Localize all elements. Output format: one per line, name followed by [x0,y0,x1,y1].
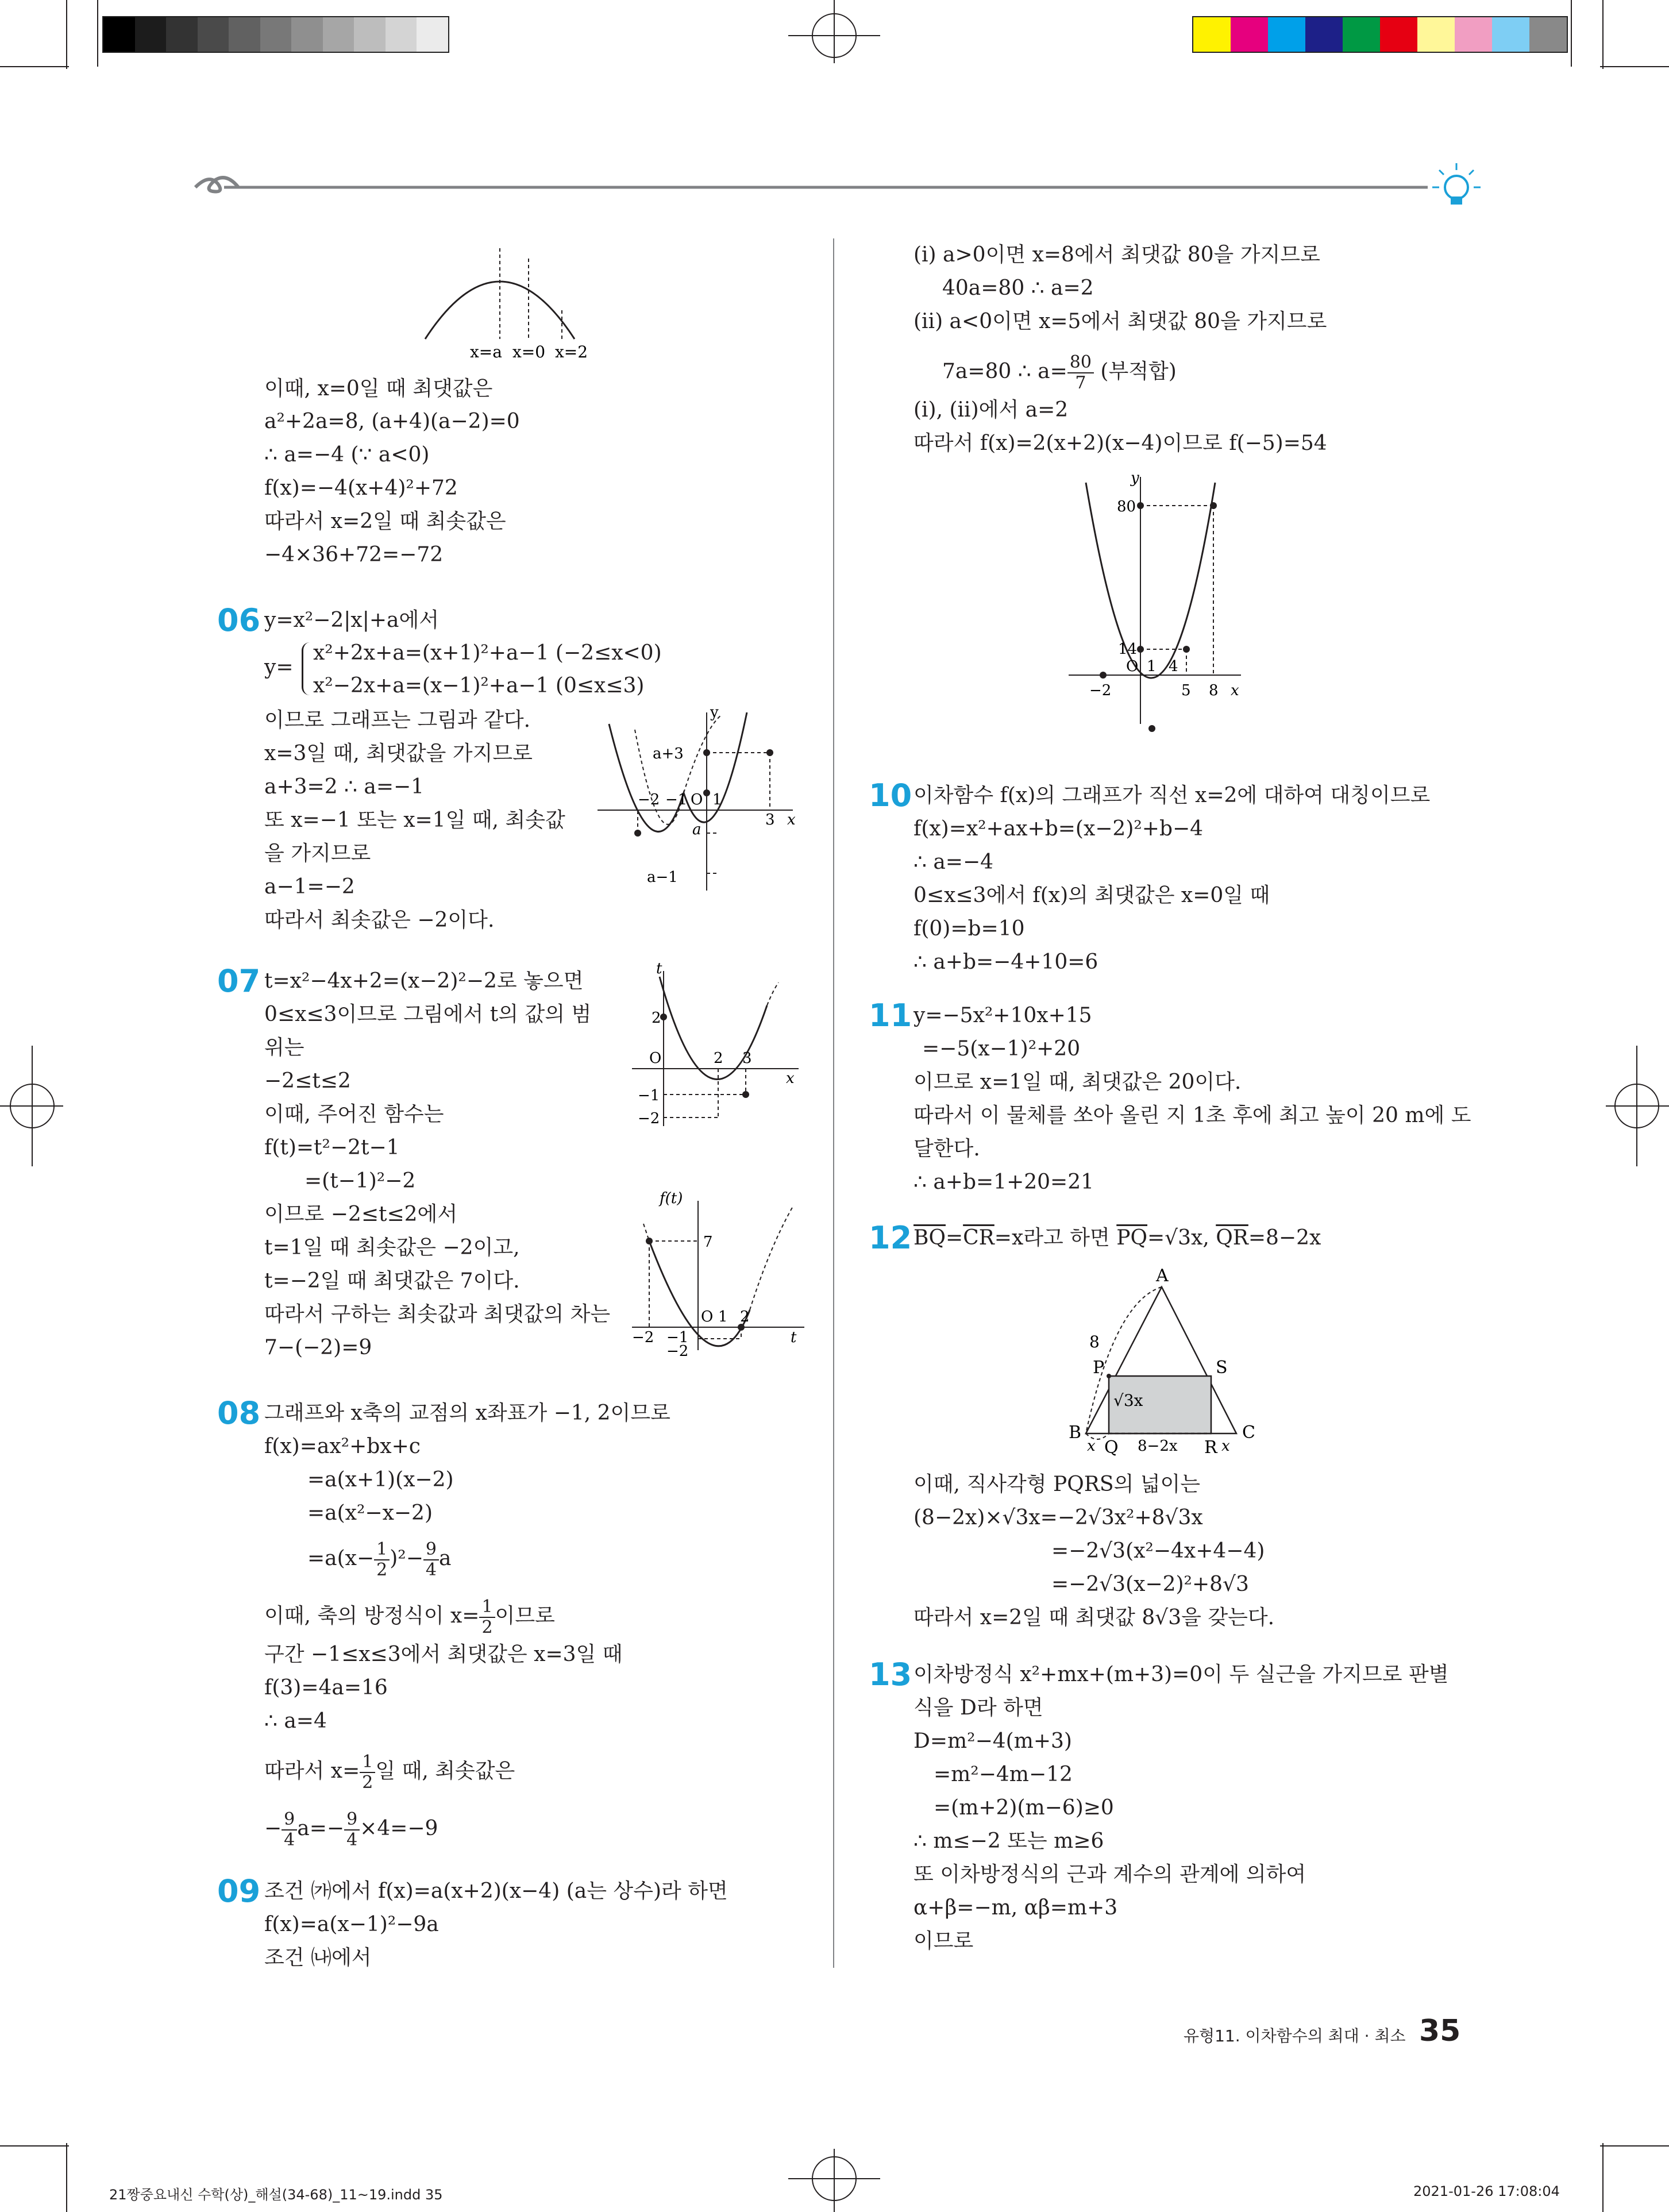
text-line: 조건 ㈎에서 f(x)=a(x+2)(x−4) (a는 상수)라 하면 [264,1879,728,1903]
text-part: a=− [297,1817,345,1840]
top-parabola-graph [419,236,609,368]
text-part: a [438,1547,452,1570]
text-part: 이므로 [495,1604,555,1628]
lightbulb-icon [1432,163,1481,205]
length-label: x [1087,1438,1096,1455]
text-line: ∴ a=−4 (∵ a<0) [264,443,430,467]
text-line: =−2√3(x²−4x+4−4) [1051,1539,1265,1563]
text-line: a−1=−2 [264,875,355,899]
text-line: 따라서 x=2일 때 최솟값은 [264,510,506,533]
axis-y-label: y [710,707,719,721]
text-line: 달한다. [913,1137,980,1161]
text-line: f(x)=a(x−1)²−9a [264,1913,439,1936]
tick-label: −1 [666,1329,689,1346]
vertex-s: S [1216,1358,1228,1378]
problem-number: 08 [217,1395,261,1431]
text-line: (8−2x)×√3x=−2√3x²+8√3x [913,1506,1203,1529]
text-line: 또 이차방정식의 근과 계수의 관계에 의하여 [913,1863,1306,1886]
text-part: 이때, 축의 방정식이 x= [264,1604,480,1628]
graph-07-t [632,959,804,1132]
text-line: 따라서 f(x)=2(x+2)(x−4)이므로 f(−5)=54 [913,431,1327,455]
tick-label: −2 [1089,682,1112,699]
axis-t-label: t [656,960,662,977]
text-line: f(0)=b=10 [913,917,1025,941]
tick-label: 2 [652,1009,661,1027]
axis-y-label: y [1131,471,1139,487]
file-info: 21짱중요내신 수학(상)_해설(34-68)_11~19.indd 35 [109,2187,443,2203]
text-line: D=m²−4(m+3) [913,1729,1072,1753]
tick-label: 80 [1117,498,1136,515]
text-line: 이므로 x=1일 때, 최댓값은 20이다. [913,1070,1242,1094]
problem-number: 06 [217,602,261,638]
vertex-p: P [1093,1358,1105,1378]
text-line: =(m+2)(m−6)≥0 [934,1796,1114,1820]
tick-label: 3 [765,811,775,828]
vertex-b: B [1069,1423,1082,1443]
tick-label: 5 [1181,682,1191,699]
text-line: =a(x+1)(x−2) [307,1468,454,1492]
text-line: 그래프와 x축의 교점의 x좌표가 −1, 2이므로 [264,1401,670,1425]
text-line: y=x²−2|x|+a에서 [264,608,440,632]
text-line: 7−(−2)=9 [264,1336,372,1359]
vertex-c: C [1242,1423,1255,1443]
tick-label: a+3 [653,745,684,762]
length-label: 8 [1089,1332,1100,1351]
text-line: x=3일 때, 최댓값을 가지므로 [264,742,533,765]
tick-label: 2 [740,1308,750,1325]
label-x-a: x=a [470,342,502,361]
text-line: 이므로 그래프는 그림과 같다. [264,708,531,732]
vertex-a: A [1156,1266,1169,1286]
section-title: 유형11. 이차함수의 최대 · 최소 [1184,2026,1406,2045]
tick-label: −1 [665,791,688,808]
text-part: 7a=80 ∴ a= [942,360,1067,383]
triangle-figure [1051,1261,1270,1456]
tick-label: −2 [638,1110,660,1127]
origin-label: O [1126,658,1139,675]
graph-07-ft [632,1189,816,1356]
text-line: (ⅱ) a<0이면 x=5에서 최댓값 80을 가지므로 [913,310,1327,333]
text-line: 이차방정식 x²+mx+(m+3)=0이 두 실근을 가지므로 판별 [913,1663,1449,1686]
tick-label: −1 [638,1087,660,1104]
tick-label: −2 [632,1329,654,1346]
axis-ft-label: f(t) [660,1190,683,1207]
text-line: 이므로 [913,1929,974,1953]
text-line: 0≤x≤3에서 f(x)의 최댓값은 x=0일 때 [913,884,1270,907]
text-line: 따라서 최솟값은 −2이다. [264,908,495,932]
text-line: =−2√3(x−2)²+8√3 [1051,1573,1249,1596]
fraction: $\frac{80}{7}$ [1067,353,1094,393]
text-line: ∴ m≤−2 또는 m≥6 [913,1829,1104,1853]
tick-label: −2 [638,791,660,808]
text-line: 또 x=−1 또는 x=1일 때, 최솟값 [264,808,565,832]
text-line [307,1540,451,1580]
text-line: 조건 ㈏에서 [264,1946,372,1970]
header-rule [190,149,1488,213]
label-x-2: x=2 [555,342,588,361]
text-line: a²+2a=8, (a+4)(a−2)=0 [264,410,520,433]
text-line: 따라서 구하는 최솟값과 최댓값의 차는 [264,1302,611,1326]
text-line: t=1일 때 최솟값은 −2이고, [264,1236,520,1259]
text-part: =a(x− [307,1547,375,1570]
label-x-0: x=0 [512,342,546,361]
text-line: f(x)=x²+ax+b=(x−2)²+b−4 [913,817,1204,841]
text-line: =a(x²−x−2) [307,1501,433,1525]
page-number: 35 [1419,2014,1461,2048]
tick-label: 7 [703,1234,713,1251]
text-line: f(t)=t²−2t−1 [264,1136,400,1159]
text-line: 따라서 x=2일 때 최댓값 8√3을 갖는다. [913,1606,1275,1629]
text-line: (ⅰ) a>0이면 x=8에서 최댓값 80을 가지므로 [913,243,1320,267]
text-line: f(x)=ax²+bx+c [264,1435,421,1458]
text-line: y= [264,656,294,679]
text-line: 40a=80 ∴ a=2 [942,276,1094,300]
segment-pq: $\overline{PQ}$ [1116,1226,1148,1250]
tick-label: 4 [1169,658,1178,675]
text-line [264,1597,555,1637]
length-label: √3x [1113,1391,1143,1410]
tick-label: −2 [666,1343,689,1356]
text-line: =m²−4m−12 [934,1763,1073,1786]
vertex-q: Q [1104,1438,1119,1456]
text-part: )²− [390,1547,423,1570]
fraction: $\frac{1}{2}$ [479,1597,495,1637]
tick-label: a [692,821,701,838]
graph-09 [1069,471,1258,741]
text-line: a+3=2 ∴ a=−1 [264,775,425,799]
tick-label: a−1 [647,869,678,886]
text-line: 이므로 −2≤t≤2에서 [264,1203,458,1226]
axis-t-label: t [791,1329,797,1346]
text-line: t=x²−4x+2=(x−2)²−2로 놓으면 [264,969,584,993]
problem-number: 07 [217,963,261,999]
fraction: $\frac{1}{2}$ [374,1540,390,1580]
problem-number: 13 [869,1656,912,1693]
text-line: 이때, 직사각형 PQRS의 넓이는 [913,1473,1201,1496]
tick-label: 14 [1118,641,1138,658]
text-line: f(x)=−4(x+4)²+72 [264,476,458,500]
text-line: 이차함수 f(x)의 그래프가 직선 x=2에 대하여 대칭이므로 [913,784,1431,807]
text-line: =−5(x−1)²+20 [922,1037,1081,1061]
column-divider [833,238,834,1968]
graph-06 [598,707,804,902]
tick-label: 8 [1209,682,1219,699]
tick-label: 3 [742,1050,752,1067]
text-line [264,1752,515,1793]
text-line [264,1810,438,1850]
origin-label: O [691,791,703,808]
text-line [942,353,1177,393]
text-line: −4×36+72=−72 [264,543,444,567]
piecewise-brace [302,642,311,695]
axis-x-label: x [787,811,796,828]
tick-label: 1 [712,791,722,808]
text-part: − [264,1817,282,1840]
fraction: $\frac{9}{4}$ [344,1810,360,1850]
fraction: $\frac{1}{2}$ [360,1752,375,1793]
text-line: 이때, x=0일 때 최댓값은 [264,377,493,400]
text-line: $\overline{BQ}=\overline{CR}=x$라고 하면 $\overline{PQ}=√3x$, $\overline{QR}=8-2x$ [913,1226,1321,1250]
problem-number: 10 [869,777,912,814]
text-part: 따라서 x= [264,1759,360,1783]
text-line: x²−2x+a=(x−1)²+a−1 (0≤x≤3) [313,674,645,697]
fraction: $\frac{9}{4}$ [282,1810,297,1850]
text-part: (부적합) [1093,360,1177,383]
text-line: 을 가지므로 [264,842,371,865]
vertex-r: R [1204,1438,1217,1456]
fraction: $\frac{9}{4}$ [423,1540,439,1580]
origin-label: O [701,1308,714,1325]
text-line: t=−2일 때 최댓값은 7이다. [264,1269,520,1293]
tick-label: 1 [718,1308,728,1325]
text-line: ∴ a+b=1+20=21 [913,1170,1094,1194]
text-line: 식을 D라 하면 [913,1696,1043,1720]
text-line: 0≤x≤3이므로 그림에서 t의 값의 범 [264,1003,592,1026]
text-line: ∴ a=−4 [913,850,994,874]
text-line: f(3)=4a=16 [264,1676,388,1700]
axis-x-label: x [1231,682,1239,699]
segment-qr: $\overline{QR}$ [1216,1226,1248,1250]
text-line: ∴ a+b=−4+10=6 [913,950,1098,974]
text-line: 따라서 이 물체를 쏘아 올린 지 1초 후에 최고 높이 20 m에 도 [913,1104,1471,1127]
problem-number: 11 [869,997,912,1034]
text-line: x²+2x+a=(x+1)²+a−1 (−2≤x<0) [313,641,662,665]
problem-number: 09 [217,1873,261,1909]
length-label: 8−2x [1138,1438,1178,1455]
origin-label: O [649,1050,662,1067]
problem-number: 12 [869,1220,912,1256]
text-part: ×4=−9 [360,1817,438,1840]
segment-cr: $\overline{CR}$ [963,1226,995,1250]
text-line: 이때, 주어진 함수는 [264,1103,444,1126]
tick-label: 2 [714,1050,723,1067]
text-line: y=−5x²+10x+15 [913,1004,1092,1027]
text-line: =(t−1)²−2 [304,1169,416,1193]
text-line: α+β=−m, αβ=m+3 [913,1896,1118,1920]
axis-x-label: x [786,1070,795,1087]
segment-bq: $\overline{BQ}$ [913,1226,946,1250]
text-part: 일 때, 최솟값은 [375,1759,515,1783]
text-line: ∴ a=4 [264,1709,327,1733]
text-line: 위는 [264,1036,304,1059]
text-line: 구간 −1≤x≤3에서 최댓값은 x=3일 때 [264,1643,623,1666]
text-line: (ⅰ), (ⅱ)에서 a=2 [913,398,1069,422]
print-date: 2021-01-26 17:08:04 [1413,2183,1560,2199]
text-line: −2≤t≤2 [264,1069,351,1093]
length-label: x [1221,1438,1230,1455]
scroll-icon [195,178,238,191]
tick-label: 1 [1147,658,1157,675]
